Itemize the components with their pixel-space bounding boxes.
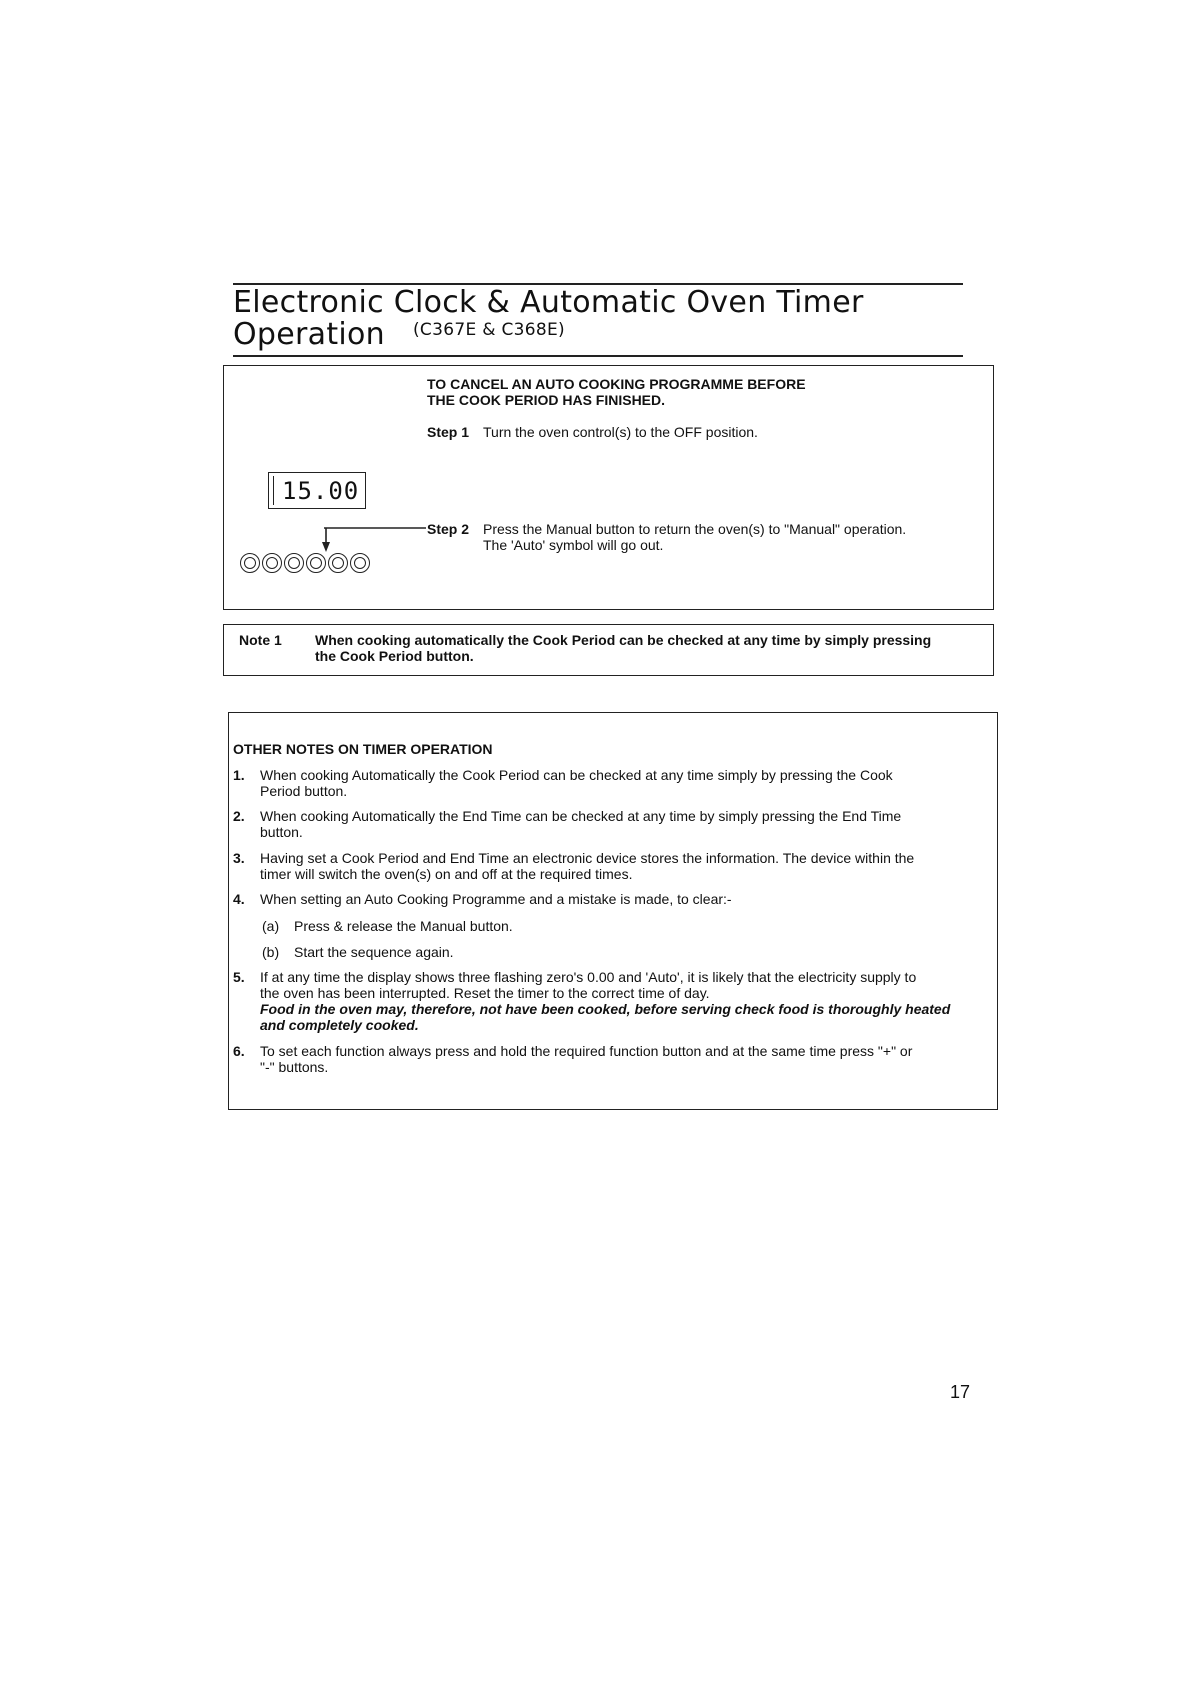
- list-item-number: 2.: [233, 808, 245, 824]
- other-notes-heading: OTHER NOTES ON TIMER OPERATION: [233, 741, 493, 757]
- step2-pointer-arrow-icon: [320, 520, 430, 556]
- step1-label: Step 1: [427, 424, 470, 440]
- timer-display-value: 15.00: [273, 476, 361, 505]
- step2-label: Step 2: [427, 521, 470, 537]
- list-item-line2: the oven has been interrupted. Reset the timer to the correct time of day.: [260, 985, 710, 1001]
- list-item-line2: button.: [260, 824, 303, 840]
- sub-item-a-label: (a): [262, 918, 280, 934]
- step1-text: Turn the oven control(s) to the OFF position.: [483, 424, 758, 440]
- list-item-line1: To set each function always press and hold the required function button and at the same time press "+" or: [260, 1043, 913, 1059]
- header-bottom-rule: [233, 355, 963, 357]
- list-item-line1: Having set a Cook Period and End Time an electronic device stores the information. The device within the: [260, 850, 915, 866]
- note-text-line2: the Cook Period button.: [315, 648, 474, 664]
- cancel-heading-line1: TO CANCEL AN AUTO COOKING PROGRAMME BEFORE: [427, 376, 806, 392]
- sub-item-b-label: (b): [262, 944, 280, 960]
- timer-display: [268, 472, 366, 509]
- sub-item-b-text: Start the sequence again.: [294, 944, 454, 960]
- cancel-heading-line2: THE COOK PERIOD HAS FINISHED.: [427, 392, 666, 408]
- note-label: Note 1: [239, 632, 282, 648]
- warning-line2: and completely cooked.: [260, 1017, 419, 1033]
- list-item-line2: timer will switch the oven(s) on and off at the required times.: [260, 866, 633, 882]
- list-item-line2: Period button.: [260, 783, 348, 799]
- oven-button-icon: [284, 553, 304, 573]
- warning-line1: Food in the oven may, therefore, not have been cooked, before serving check food is thoroughly heated: [260, 1001, 951, 1017]
- list-item-line1: If at any time the display shows three flashing zero's 0.00 and 'Auto', it is likely that the electricity supply to: [260, 969, 917, 985]
- list-item-line1: When cooking Automatically the Cook Period can be checked at any time simply by pressing the Cook: [260, 767, 893, 783]
- list-item-number: 5.: [233, 969, 245, 985]
- manual-button-icon: [306, 553, 326, 573]
- oven-button-icon: [350, 553, 370, 573]
- list-item-number: 1.: [233, 767, 245, 783]
- oven-button-icon: [328, 553, 348, 573]
- list-item-line1: When setting an Auto Cooking Programme and a mistake is made, to clear:-: [260, 891, 732, 907]
- list-item-line1: When cooking Automatically the End Time can be checked at any time by simply pressing the End Time: [260, 808, 902, 824]
- oven-button-icon: [240, 553, 260, 573]
- page-title-line1: Electronic Clock & Automatic Oven Timer: [233, 285, 864, 320]
- model-numbers: (C367E & C368E): [413, 320, 565, 340]
- sub-item-a-text: Press & release the Manual button.: [294, 918, 513, 934]
- oven-button-icon: [262, 553, 282, 573]
- note-text-line1: When cooking automatically the Cook Period can be checked at any time by simply pressing: [315, 632, 932, 648]
- page-title-line2: Operation: [233, 317, 385, 352]
- step2-text-line2: The 'Auto' symbol will go out.: [483, 537, 664, 553]
- page-number: 17: [950, 1382, 971, 1402]
- list-item-number: 6.: [233, 1043, 245, 1059]
- oven-button-row: [240, 553, 372, 573]
- list-item-number: 4.: [233, 891, 245, 907]
- list-item-number: 3.: [233, 850, 245, 866]
- list-item-line2: "-" buttons.: [260, 1059, 329, 1075]
- step2-text-line1: Press the Manual button to return the oven(s) to "Manual" operation.: [483, 521, 907, 537]
